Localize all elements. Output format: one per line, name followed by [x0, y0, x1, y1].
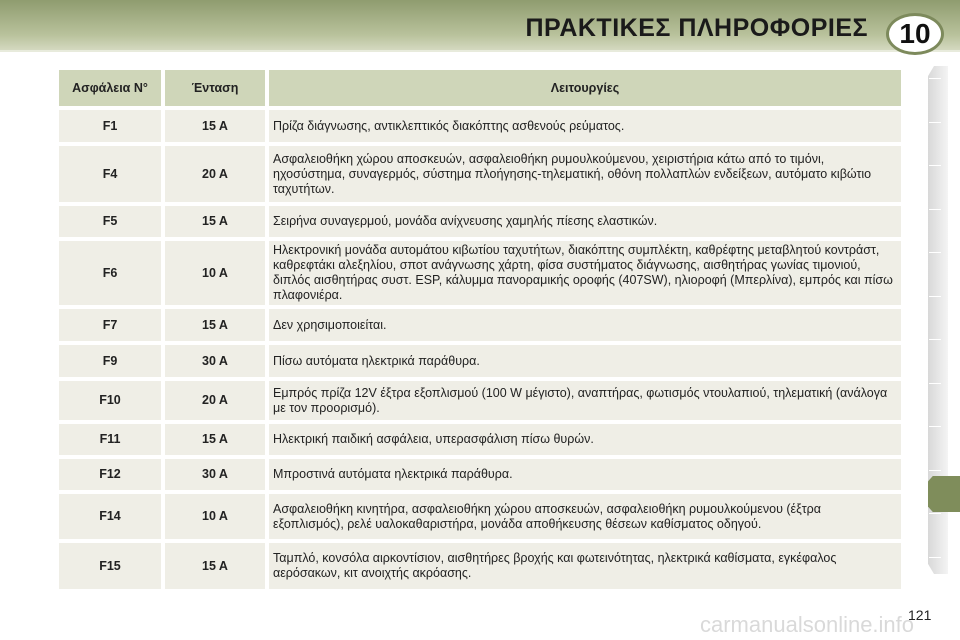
fuse-id: F9 [59, 345, 161, 377]
amperage: 10 A [165, 241, 265, 305]
fuse-id: F11 [59, 424, 161, 455]
amperage: 15 A [165, 206, 265, 237]
amperage: 20 A [165, 381, 265, 420]
tab-divider [929, 122, 941, 123]
fuse-id: F14 [59, 494, 161, 539]
tab-divider [929, 426, 941, 427]
amperage: 30 A [165, 345, 265, 377]
functions: Ασφαλειοθήκη χώρου αποσκευών, ασφαλειοθήκη ρυμουλκούμενου, χειριστήρια κάτω από το τιμόνι, ηχοσύστημα, συναγερμός, σύστημα πλοήγησης-τηλεματική, οθόνη πολλαπλών ενδείξεων, αυτόματο κιβώτιο ταχυτήτων. [269, 146, 901, 202]
functions: Ασφαλειοθήκη κινητήρα, ασφαλειοθήκη χώρου αποσκευών, ασφαλειοθήκη ρυμουλκούμενου (έξτρα εξοπλισμός), ρελέ υαλοκαθαριστήρα, μονάδα αποθήκευσης θέσεων καθίσματος οδηγού. [269, 494, 901, 539]
tab-divider [929, 470, 941, 471]
tab-divider [929, 383, 941, 384]
fuse-id: F7 [59, 309, 161, 341]
functions: Πρίζα διάγνωσης, αντικλεπτικός διακόπτης ασθενούς ρεύματος. [269, 110, 901, 142]
amperage: 15 A [165, 543, 265, 589]
tab-divider [929, 296, 941, 297]
table-row [59, 110, 901, 142]
amperage: 15 A [165, 309, 265, 341]
table-row [59, 494, 901, 539]
tab-divider [929, 339, 941, 340]
amperage: 20 A [165, 146, 265, 202]
functions: Εμπρός πρίζα 12V έξτρα εξοπλισμού (100 W μέγιστο), αναπτήρας, φωτισμός ντουλαπιού, τηλεματική (ανάλογα με τον προορισμό). [269, 381, 901, 420]
fuse-id: F15 [59, 543, 161, 589]
active-chapter-tab[interactable] [928, 476, 960, 512]
tab-divider [929, 557, 941, 558]
table-row [59, 309, 901, 341]
amperage: 15 A [165, 424, 265, 455]
functions: Δεν χρησιμοποιείται. [269, 309, 901, 341]
fuse-id: F5 [59, 206, 161, 237]
tab-divider [929, 513, 941, 514]
fuse-id: F12 [59, 459, 161, 490]
tab-divider [929, 209, 941, 210]
tab-divider [929, 165, 941, 166]
functions: Ηλεκτρονική μονάδα αυτομάτου κιβωτίου ταχυτήτων, διακόπτης συμπλέκτη, καθρέφτης μεταβλητού κοντράστ, καθρεφτάκι αλεξηλίου, σποτ ανάγνωσης χάρτη, φίσα συστήματος διάγνωσης, αισθητήρας γωνίας τιμονιού, διπλός αισθητήρας συστ. ESP, κάλυμμα πανοραμικής οροφής (407SW), ηλιοροφή (Μπερλίνα), εμπρός και πίσω πλαφονιέρα. [269, 241, 901, 305]
functions: Ταμπλό, κονσόλα αιρκοντίσιον, αισθητήρες βροχής και φωτεινότητας, ηλεκτρικά καθίσματα, εγκέφαλος αερόσακων, κιτ ανοιχτής ακρόασης. [269, 543, 901, 589]
table-row [59, 241, 901, 305]
fuse-id: F4 [59, 146, 161, 202]
watermark: carmanualsonline.info [700, 612, 915, 637]
table-header-row [59, 70, 901, 106]
fuse-id: F10 [59, 381, 161, 420]
table-row [59, 206, 901, 237]
column-header-functions: Λειτουργίες [269, 70, 901, 106]
chapter-title: ΠΡΑΚΤΙΚΕΣ ΠΛΗΡΟΦΟΡΙΕΣ [525, 14, 868, 42]
functions: Μπροστινά αυτόματα ηλεκτρικά παράθυρα. [269, 459, 901, 490]
functions: Σειρήνα συναγερμού, μονάδα ανίχνευσης χαμηλής πίεσης ελαστικών. [269, 206, 901, 237]
table-row [59, 381, 901, 420]
table-row [59, 459, 901, 490]
table-row [59, 146, 901, 202]
table-row [59, 543, 901, 589]
amperage: 10 A [165, 494, 265, 539]
fuse-table [55, 66, 905, 593]
amperage: 15 A [165, 110, 265, 142]
amperage: 30 A [165, 459, 265, 490]
column-header-fuse: Ασφάλεια N° [59, 70, 161, 106]
chapter-banner [0, 0, 960, 52]
functions: Ηλεκτρική παιδική ασφάλεια, υπερασφάλιση πίσω θυρών. [269, 424, 901, 455]
table-row [59, 424, 901, 455]
functions: Πίσω αυτόματα ηλεκτρικά παράθυρα. [269, 345, 901, 377]
page-number: 121 [908, 607, 932, 623]
chapter-number-badge: 10 [886, 13, 944, 55]
fuse-id: F6 [59, 241, 161, 305]
tab-divider [929, 252, 941, 253]
table-row [59, 345, 901, 377]
fuse-id: F1 [59, 110, 161, 142]
column-header-amperage: Ένταση [165, 70, 265, 106]
tab-divider [929, 78, 941, 79]
